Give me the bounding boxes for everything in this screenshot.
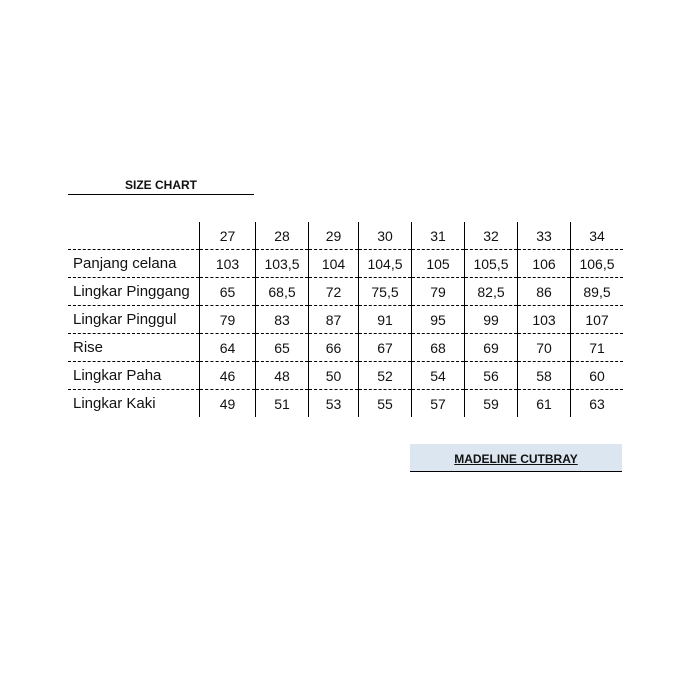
measurement-value: 66 bbox=[309, 334, 359, 362]
measurement-value: 105,5 bbox=[465, 250, 518, 278]
size-table bbox=[68, 222, 623, 417]
measurement-value: 50 bbox=[309, 362, 359, 390]
measurement-value: 103,5 bbox=[256, 250, 309, 278]
measurement-value: 79 bbox=[412, 278, 465, 306]
measurement-label: Panjang celana bbox=[68, 250, 200, 278]
measurement-value: 104 bbox=[309, 250, 359, 278]
measurement-value: 99 bbox=[465, 306, 518, 334]
size-header: 29 bbox=[309, 222, 359, 250]
product-name: MADELINE CUTBRAY bbox=[410, 444, 622, 472]
measurement-value: 64 bbox=[200, 334, 256, 362]
measurement-value: 48 bbox=[256, 362, 309, 390]
size-header: 30 bbox=[359, 222, 412, 250]
measurement-value: 70 bbox=[518, 334, 571, 362]
corner-cell bbox=[68, 222, 200, 250]
measurement-value: 52 bbox=[359, 362, 412, 390]
measurement-value: 55 bbox=[359, 390, 412, 418]
size-header: 34 bbox=[571, 222, 624, 250]
measurement-value: 58 bbox=[518, 362, 571, 390]
measurement-value: 86 bbox=[518, 278, 571, 306]
measurement-value: 106 bbox=[518, 250, 571, 278]
table-row bbox=[68, 250, 623, 278]
measurement-value: 67 bbox=[359, 334, 412, 362]
table-row bbox=[68, 362, 623, 390]
measurement-value: 65 bbox=[200, 278, 256, 306]
header-row bbox=[68, 222, 623, 250]
measurement-value: 95 bbox=[412, 306, 465, 334]
measurement-value: 103 bbox=[518, 306, 571, 334]
measurement-value: 63 bbox=[571, 390, 624, 418]
measurement-value: 61 bbox=[518, 390, 571, 418]
measurement-value: 54 bbox=[412, 362, 465, 390]
measurement-value: 51 bbox=[256, 390, 309, 418]
measurement-value: 89,5 bbox=[571, 278, 624, 306]
table-row bbox=[68, 390, 623, 418]
measurement-value: 68 bbox=[412, 334, 465, 362]
measurement-label: Lingkar Pinggang bbox=[68, 278, 200, 306]
measurement-value: 60 bbox=[571, 362, 624, 390]
measurement-value: 72 bbox=[309, 278, 359, 306]
measurement-value: 57 bbox=[412, 390, 465, 418]
size-header: 33 bbox=[518, 222, 571, 250]
measurement-value: 82,5 bbox=[465, 278, 518, 306]
measurement-value: 106,5 bbox=[571, 250, 624, 278]
measurement-value: 91 bbox=[359, 306, 412, 334]
size-header: 28 bbox=[256, 222, 309, 250]
table-row bbox=[68, 278, 623, 306]
measurement-value: 49 bbox=[200, 390, 256, 418]
table-row bbox=[68, 306, 623, 334]
measurement-value: 103 bbox=[200, 250, 256, 278]
measurement-value: 79 bbox=[200, 306, 256, 334]
measurement-value: 59 bbox=[465, 390, 518, 418]
size-header: 31 bbox=[412, 222, 465, 250]
measurement-value: 65 bbox=[256, 334, 309, 362]
measurement-value: 107 bbox=[571, 306, 624, 334]
measurement-label: Rise bbox=[68, 334, 200, 362]
measurement-value: 69 bbox=[465, 334, 518, 362]
measurement-value: 68,5 bbox=[256, 278, 309, 306]
size-header: 27 bbox=[200, 222, 256, 250]
measurement-value: 105 bbox=[412, 250, 465, 278]
measurement-label: Lingkar Pinggul bbox=[68, 306, 200, 334]
measurement-value: 56 bbox=[465, 362, 518, 390]
measurement-value: 46 bbox=[200, 362, 256, 390]
measurement-value: 71 bbox=[571, 334, 624, 362]
measurement-label: Lingkar Paha bbox=[68, 362, 200, 390]
measurement-label: Lingkar Kaki bbox=[73, 395, 156, 412]
size-chart-title: SIZE CHART bbox=[68, 177, 254, 195]
measurement-value: 75,5 bbox=[359, 278, 412, 306]
measurement-value: 83 bbox=[256, 306, 309, 334]
measurement-value: 87 bbox=[309, 306, 359, 334]
size-header: 32 bbox=[465, 222, 518, 250]
measurement-value: 104,5 bbox=[359, 250, 412, 278]
table-row bbox=[68, 334, 623, 362]
measurement-value: 53 bbox=[309, 390, 359, 418]
